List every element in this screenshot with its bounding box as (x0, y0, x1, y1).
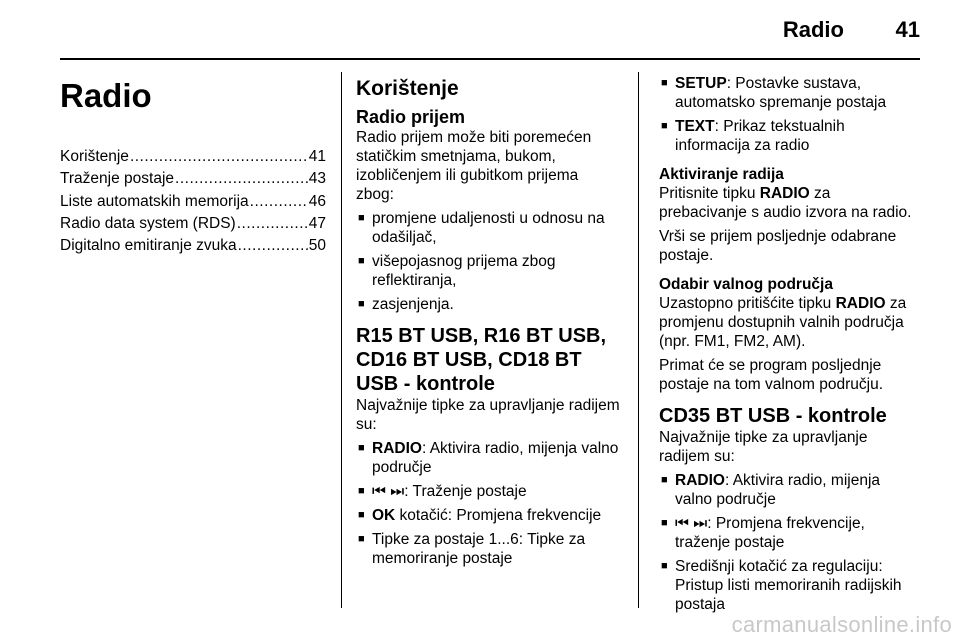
column-divider-2 (638, 72, 639, 608)
list-item: ■ RADIO: Aktivira radio, mijenja valno područje (661, 472, 881, 508)
toc-entry[interactable] (60, 147, 326, 169)
list-item: ■ TEXT: Prikaz tekstualnih informacija za radio (661, 118, 845, 154)
bullet-icon: ■ (358, 509, 365, 521)
bullet-icon: ■ (661, 474, 668, 486)
list-item: ■ Središnji kotačić za regulaciju: Pristup listi memoriranih radijskih postaja (661, 558, 902, 613)
bullet-icon: ■ (358, 298, 365, 310)
toc-page: 43 (308, 170, 326, 188)
toc-label: Digitalno emitiranje zvuka (60, 237, 237, 255)
key-label: RADIO (372, 440, 422, 457)
chapter-title: Radio (60, 77, 152, 114)
bullet-icon: ■ (661, 517, 668, 529)
bullet-list (356, 439, 620, 568)
bullet-icon: ■ (358, 442, 365, 454)
toc-leader (250, 192, 308, 211)
toc-leader (238, 236, 308, 255)
bullet-icon: ■ (358, 255, 365, 267)
toc-page: 41 (308, 148, 326, 165)
list-item: ■ ⏮ ⏭: Traženje postaje (358, 483, 527, 500)
list-item: ■ Tipke za postaje 1...6: Tipke za memoriranje postaje (358, 531, 586, 567)
toc-entry[interactable] (60, 214, 326, 236)
toc-page: 50 (308, 237, 326, 255)
key-label: TEXT (675, 118, 715, 135)
subsection-heading: Odabir valnog područja (659, 276, 833, 293)
key-label: RADIO (835, 295, 886, 312)
toc-label: Korištenje (60, 148, 129, 165)
list-item: ■ OK kotačić: Promjena frekvencije (358, 507, 602, 524)
subsection-heading: CD35 BT USB - kontrole (659, 405, 887, 427)
toc-leader (237, 214, 308, 233)
paragraph: Vrši se prijem posljednje odabrane postaje. (659, 228, 897, 264)
bullet-list (659, 74, 921, 155)
subsection-heading: Radio prijem (356, 107, 466, 127)
watermark: carmanualsonline.info (731, 612, 952, 637)
bullet-icon: ■ (358, 212, 365, 224)
list-item: ■ višepojasnog prijema zbog reflektiranja, (358, 253, 556, 289)
key-label: RADIO (675, 472, 725, 489)
bullet-icon: ■ (358, 485, 365, 497)
toc-label: Liste automatskih memorija (60, 192, 249, 210)
bullet-list (356, 209, 620, 314)
paragraph: Primat će se program posljednje postaje na tom valnom području. (659, 357, 884, 393)
key-label: SETUP (675, 75, 727, 92)
toc-label: Traženje postaje (60, 170, 175, 188)
paragraph: Pritisnite tipku RADIO za prebacivanje s audio izvora na radio. (659, 185, 912, 221)
list-item: ■ ⏮ ⏭: Promjena frekvencije, traženje postaje (661, 515, 865, 551)
column-1 (60, 72, 326, 258)
list-item: ■ RADIO: Aktivira radio, mijenja valno područje (358, 440, 619, 476)
paragraph: Uzastopno pritišćite tipku RADIO za promjenu dostupnih valnih područja (npr. FM1, FM2, AM). (659, 295, 907, 350)
table-of-contents (60, 147, 326, 258)
subsection-heading: Aktiviranje radija (659, 166, 784, 183)
toc-label: Radio data system (RDS) (60, 214, 236, 232)
header-rule (60, 58, 920, 60)
toc-entry[interactable] (60, 236, 326, 258)
list-item: ■ promjene udaljenosti u odnosu na odašiljač, (358, 210, 605, 246)
subsection-heading: R15 BT USB, R16 BT USB, CD16 BT USB, CD18 BT USB - kontrole (356, 325, 607, 395)
header-title: Radio (782, 17, 844, 42)
toc-page: 46 (308, 192, 326, 210)
bullet-icon: ■ (358, 533, 365, 545)
list-item: ■ SETUP: Postavke sustava, automatsko spremanje postaja (661, 75, 887, 111)
bullet-icon: ■ (661, 120, 668, 132)
bullet-icon: ■ (661, 77, 668, 89)
seek-icons: ⏮ ⏭ (372, 483, 405, 500)
toc-page: 47 (308, 214, 326, 232)
paragraph: Radio prijem može biti poremećen statičkim smetnjama, bukom, izobličenjem ili gubitkom prijema zbog: (356, 129, 592, 203)
toc-leader (130, 147, 308, 166)
key-label: RADIO (759, 185, 810, 202)
column-2 (356, 72, 620, 573)
bullet-list (659, 471, 921, 614)
page-number: 41 (895, 17, 920, 42)
page-header (0, 0, 960, 60)
paragraph: Najvažnije tipke za upravljanje radijem su: (356, 397, 620, 433)
list-item: ■ zasjenjenja. (358, 296, 454, 313)
section-heading: Korištenje (356, 77, 459, 100)
bullet-icon: ■ (661, 560, 668, 572)
key-label: OK (372, 507, 396, 524)
seek-icons: ⏮ ⏭ (675, 515, 708, 532)
paragraph: Najvažnije tipke za upravljanje radijem su: (659, 429, 868, 465)
column-divider-1 (341, 72, 342, 608)
toc-entry[interactable] (60, 192, 326, 214)
toc-entry[interactable] (60, 169, 326, 191)
toc-leader (175, 169, 308, 188)
column-3 (659, 72, 921, 619)
